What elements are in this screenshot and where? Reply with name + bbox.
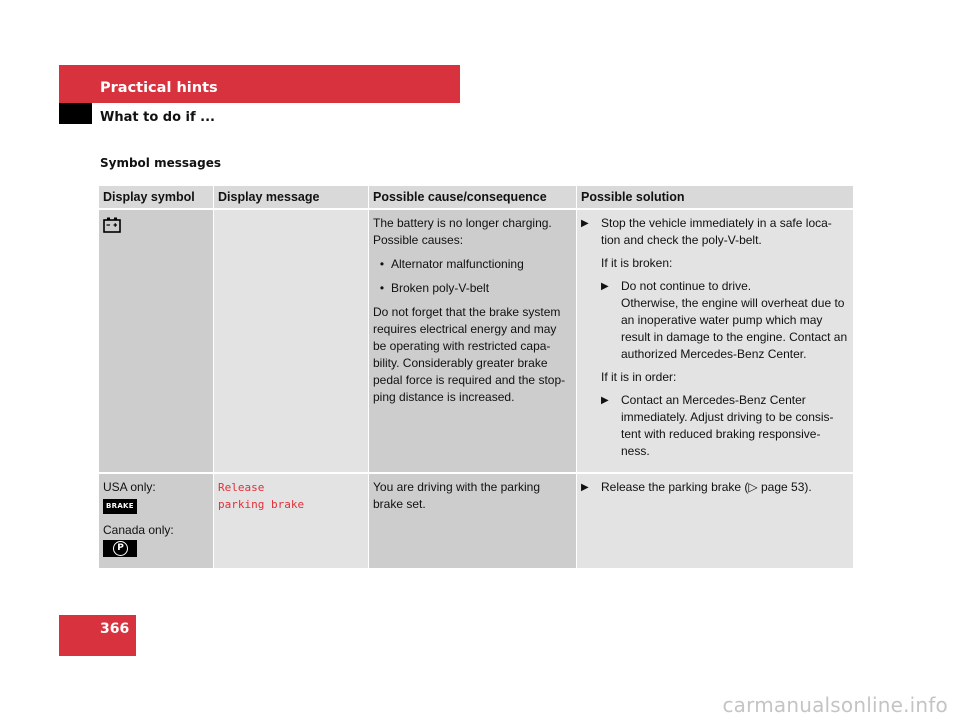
- message-cell: [214, 210, 369, 474]
- usa-label: USA only:: [103, 480, 156, 494]
- cause-intro-line1: The battery is no longer charging.: [373, 216, 552, 230]
- table-row: [99, 474, 853, 570]
- message-cell: [214, 474, 369, 570]
- broken-step-line2: Otherwise, the engine will overheat due to an inoperative water pump which may result in damage to the engine. Contact an authorized Mercedes-Benz Center.: [621, 296, 848, 361]
- table-header-row: [99, 186, 853, 210]
- section-title: Symbol messages: [100, 156, 221, 170]
- arrow-right-icon: ▶: [581, 482, 589, 493]
- page-number: 366: [100, 621, 130, 637]
- arrow-right-icon: ▶: [581, 218, 589, 229]
- list-item: [601, 392, 849, 460]
- cause-cell: You are driving with the parking brake set.: [369, 474, 577, 570]
- cause-intro-line2: Possible causes:: [373, 233, 464, 247]
- subheader-marker: [59, 103, 92, 124]
- battery-icon: [103, 216, 121, 238]
- list-item: [373, 280, 572, 297]
- arrow-right-icon: ▶: [601, 281, 609, 292]
- solution-text-pre: Release the parking brake (: [601, 480, 749, 494]
- symbol-cell: [99, 474, 214, 570]
- cause-bullet-text: Broken poly-V-belt: [391, 281, 490, 295]
- solution-step-text: [601, 479, 812, 496]
- solution-step-text: Contact an Mercedes-Benz Center immediately. Adjust driving to be consis-tent with reduced braking responsive-ness.: [621, 393, 834, 458]
- column-header-display-symbol: Display symbol: [99, 186, 214, 210]
- brake-warning-icon: BRAKE: [103, 499, 137, 514]
- symbol-cell: [99, 210, 214, 474]
- list-item: [373, 256, 572, 273]
- parking-brake-icon-letter: P: [113, 541, 128, 556]
- solution-cell: [577, 210, 853, 474]
- column-header-display-message: Display message: [214, 186, 369, 210]
- if-broken-label: If it is broken:: [601, 256, 673, 270]
- list-item: [601, 278, 849, 363]
- list-item: [581, 479, 849, 496]
- cause-bullet-text: Alternator malfunctioning: [391, 257, 524, 271]
- symbol-messages-table: [99, 186, 853, 570]
- cause-note: Do not forget that the brake system requires electrical energy and may be operating with restricted capa-bility. Considerably greater brake pedal force is required and the stop-ping distance is increased.: [373, 305, 566, 404]
- page-header-title: Practical hints: [100, 80, 218, 96]
- watermark: carmanualsonline.info: [722, 693, 948, 717]
- bullet-icon: •: [379, 257, 385, 271]
- broken-step-line1: Do not continue to drive.: [621, 279, 752, 293]
- list-item: [581, 215, 849, 249]
- page-reference-icon: ▷: [748, 480, 758, 494]
- column-header-solution: Possible solution: [577, 186, 853, 210]
- solution-step-text: [621, 278, 849, 363]
- page-subheader: What to do if ...: [100, 110, 215, 125]
- bullet-icon: •: [379, 281, 385, 295]
- solution-step-text: Stop the vehicle immediately in a safe loca-tion and check the poly-V-belt.: [601, 216, 832, 247]
- canada-label: Canada only:: [103, 523, 174, 537]
- cause-intro: [373, 215, 572, 249]
- cause-cell: [369, 210, 577, 474]
- parking-brake-icon: [103, 540, 137, 557]
- if-ok-label: If it is in order:: [601, 370, 677, 384]
- table-row: [99, 210, 853, 474]
- column-header-cause: Possible cause/consequence: [369, 186, 577, 210]
- arrow-right-icon: ▶: [601, 395, 609, 406]
- solution-text-post: page 53).: [757, 480, 812, 494]
- display-message-line2: parking brake: [218, 498, 305, 511]
- display-message-line1: Release: [218, 481, 265, 494]
- solution-cell: [577, 474, 853, 570]
